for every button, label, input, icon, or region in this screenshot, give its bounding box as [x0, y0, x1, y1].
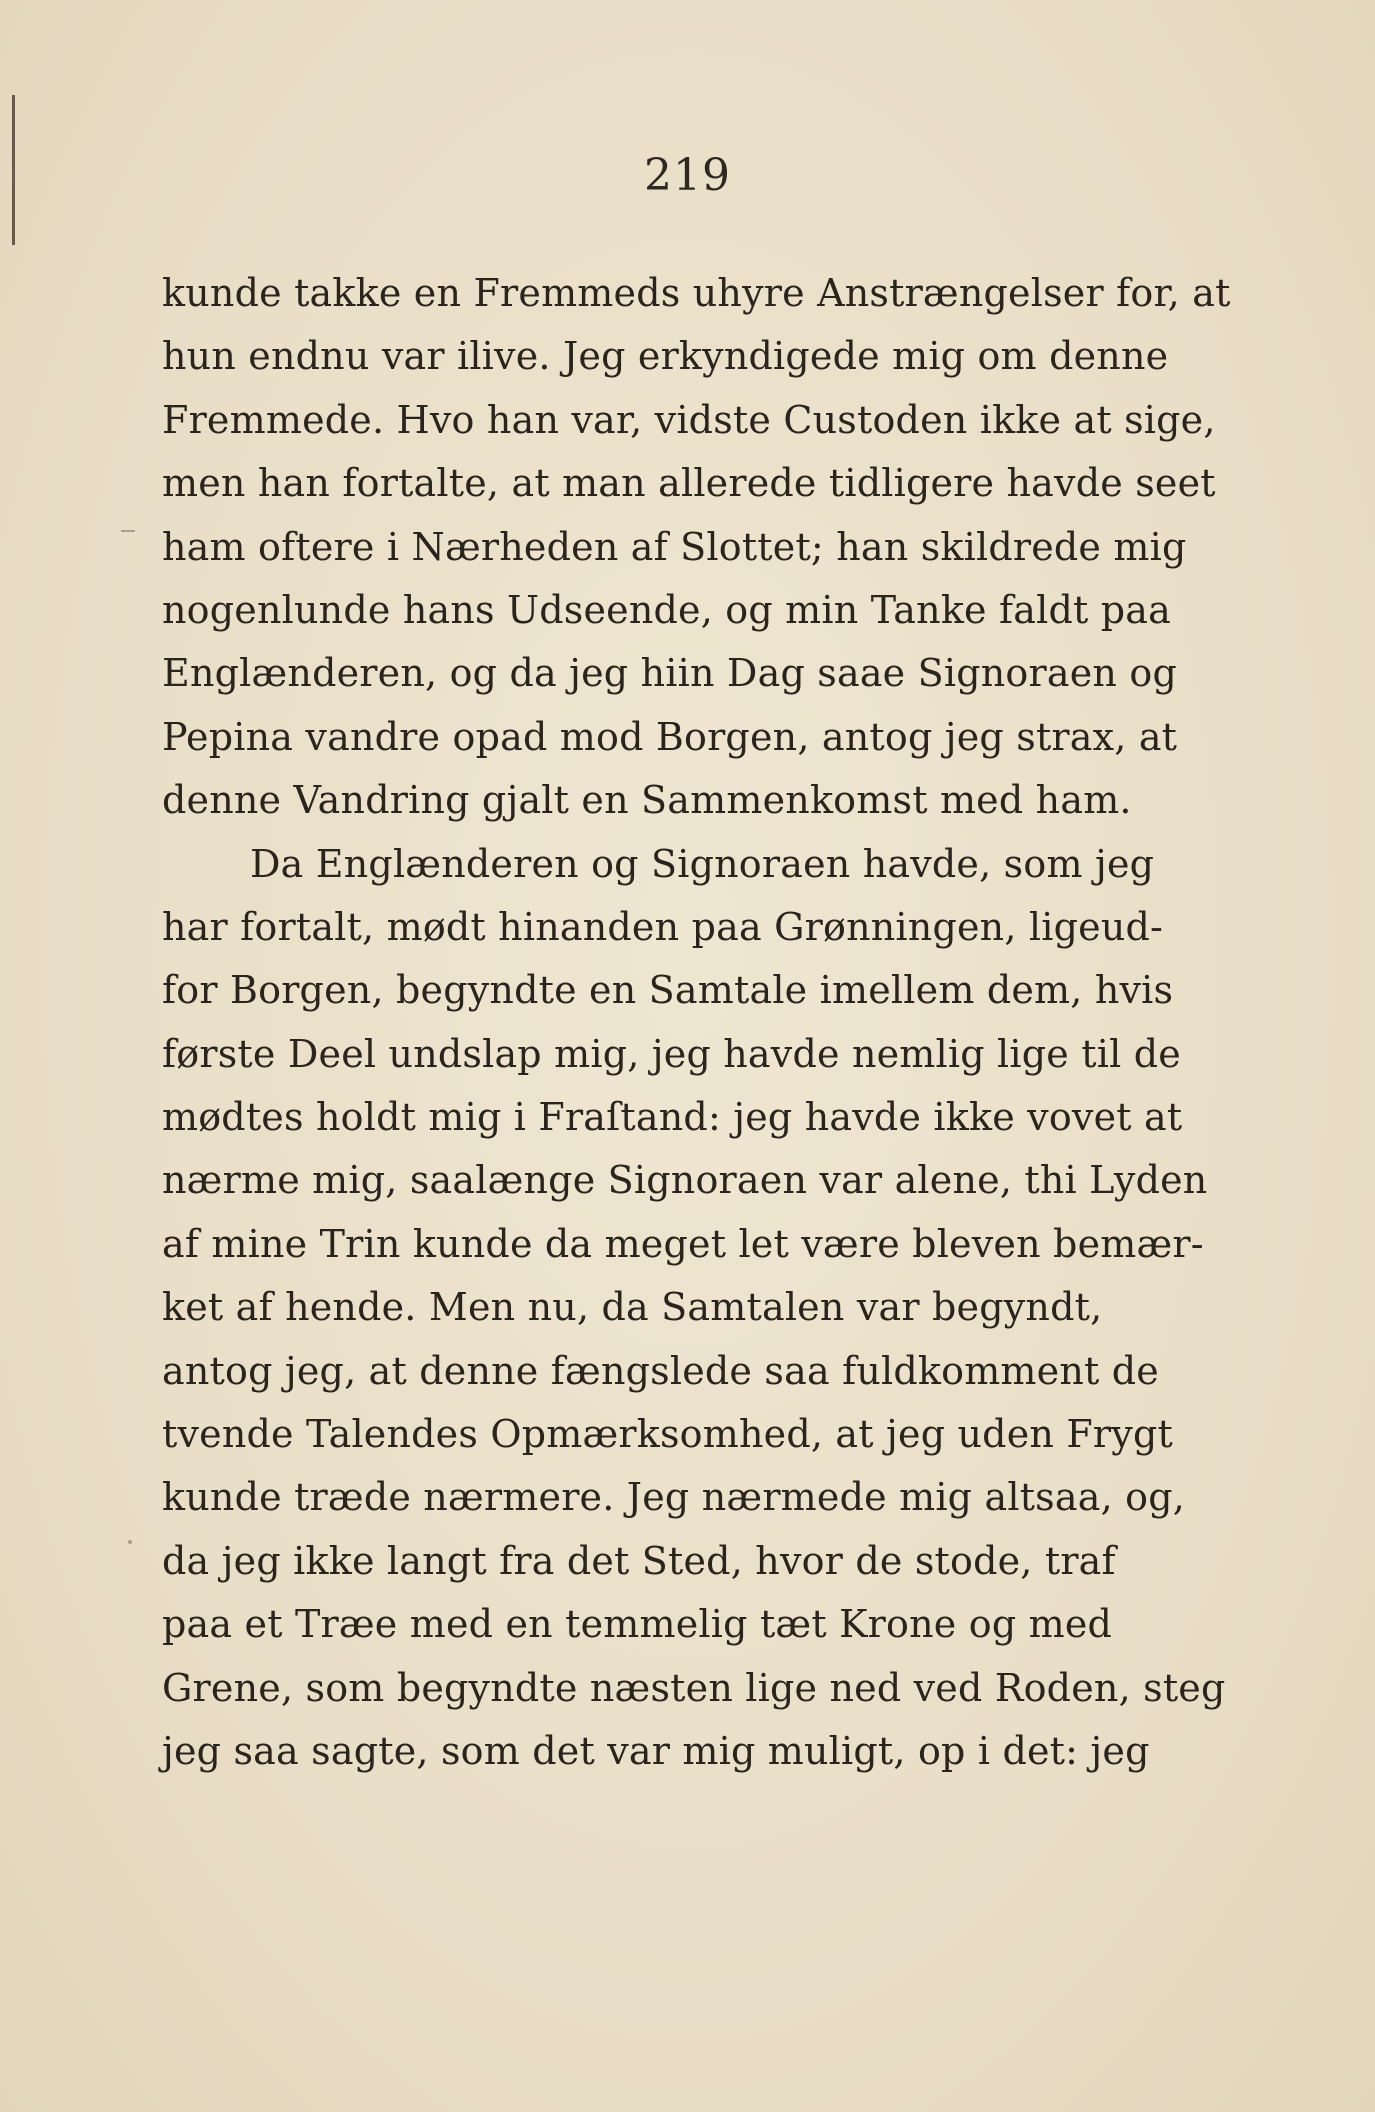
text-line: for Borgen, begyndte en Samtale imellem dem, hvis	[162, 968, 1174, 1013]
text-line: har fortalt, mødt hinanden paa Grønningen, ligeud-	[162, 904, 1164, 949]
text-line: Pepina vandre opad mod Borgen, antog jeg strax, at	[162, 714, 1178, 759]
text-line: da jeg ikke langt fra det Sted, hvor de stode, traf	[162, 1538, 1116, 1583]
text-line: tvende Talendes Opmærksomhed, at jeg uden Frygt	[162, 1412, 1173, 1457]
text-line: Englænderen, og da jeg hiin Dag saae Signoraen og	[162, 651, 1177, 696]
text-line: Da Englænderen og Signoraen havde, som jeg	[250, 841, 1155, 886]
text-line: Grene, som begyndte næsten lige ned ved Roden, steg	[162, 1665, 1226, 1710]
text-line: kunde træde nærmere. Jeg nærmede mig altsaa, og,	[162, 1475, 1186, 1520]
page-number: 219	[644, 150, 731, 201]
body-text	[162, 262, 1231, 1783]
text-line: denne Vandring gjalt en Sammenkomst med ham.	[162, 778, 1132, 823]
text-line: paa et Træe med en temmelig tæt Krone og med	[162, 1602, 1113, 1647]
text-line: men han fortalte, at man allerede tidligere havde seet	[162, 461, 1216, 506]
text-line: Fremmede. Hvo han var, vidste Custoden ikke at sige,	[162, 397, 1216, 442]
text-line: nærme mig, saalænge Signoraen var alene, thi Lyden	[162, 1158, 1208, 1203]
text-line: af mine Trin kunde da meget let være bleven bemær-	[162, 1221, 1204, 1266]
text-line: nogenlunde hans Udseende, og min Tanke faldt paa	[162, 587, 1172, 632]
text-line: hun endnu var ilive. Jeg erkyndigede mig om denne	[162, 334, 1169, 379]
text-line: kunde takke en Fremmeds uhyre Anstrængelser for, at	[162, 271, 1231, 315]
text-line: antog jeg, at denne fængslede saa fuldkomment de	[162, 1348, 1159, 1393]
text-line: mødtes holdt mig i Fraſtand: jeg havde ikke vovet at	[162, 1095, 1183, 1140]
text-line: ket af hende. Men nu, da Samtalen var begyndt,	[162, 1285, 1103, 1330]
margin-speck	[128, 1540, 132, 1544]
text-line: ham oftere i Nærheden af Slottet; han skildrede mig	[162, 524, 1187, 569]
text-line: jeg saa sagte, som det var mig muligt, op i det: jeg	[162, 1728, 1150, 1773]
margin-speck	[121, 530, 135, 532]
text-line: første Deel undslap mig, jeg havde nemlig lige til de	[162, 1031, 1181, 1076]
